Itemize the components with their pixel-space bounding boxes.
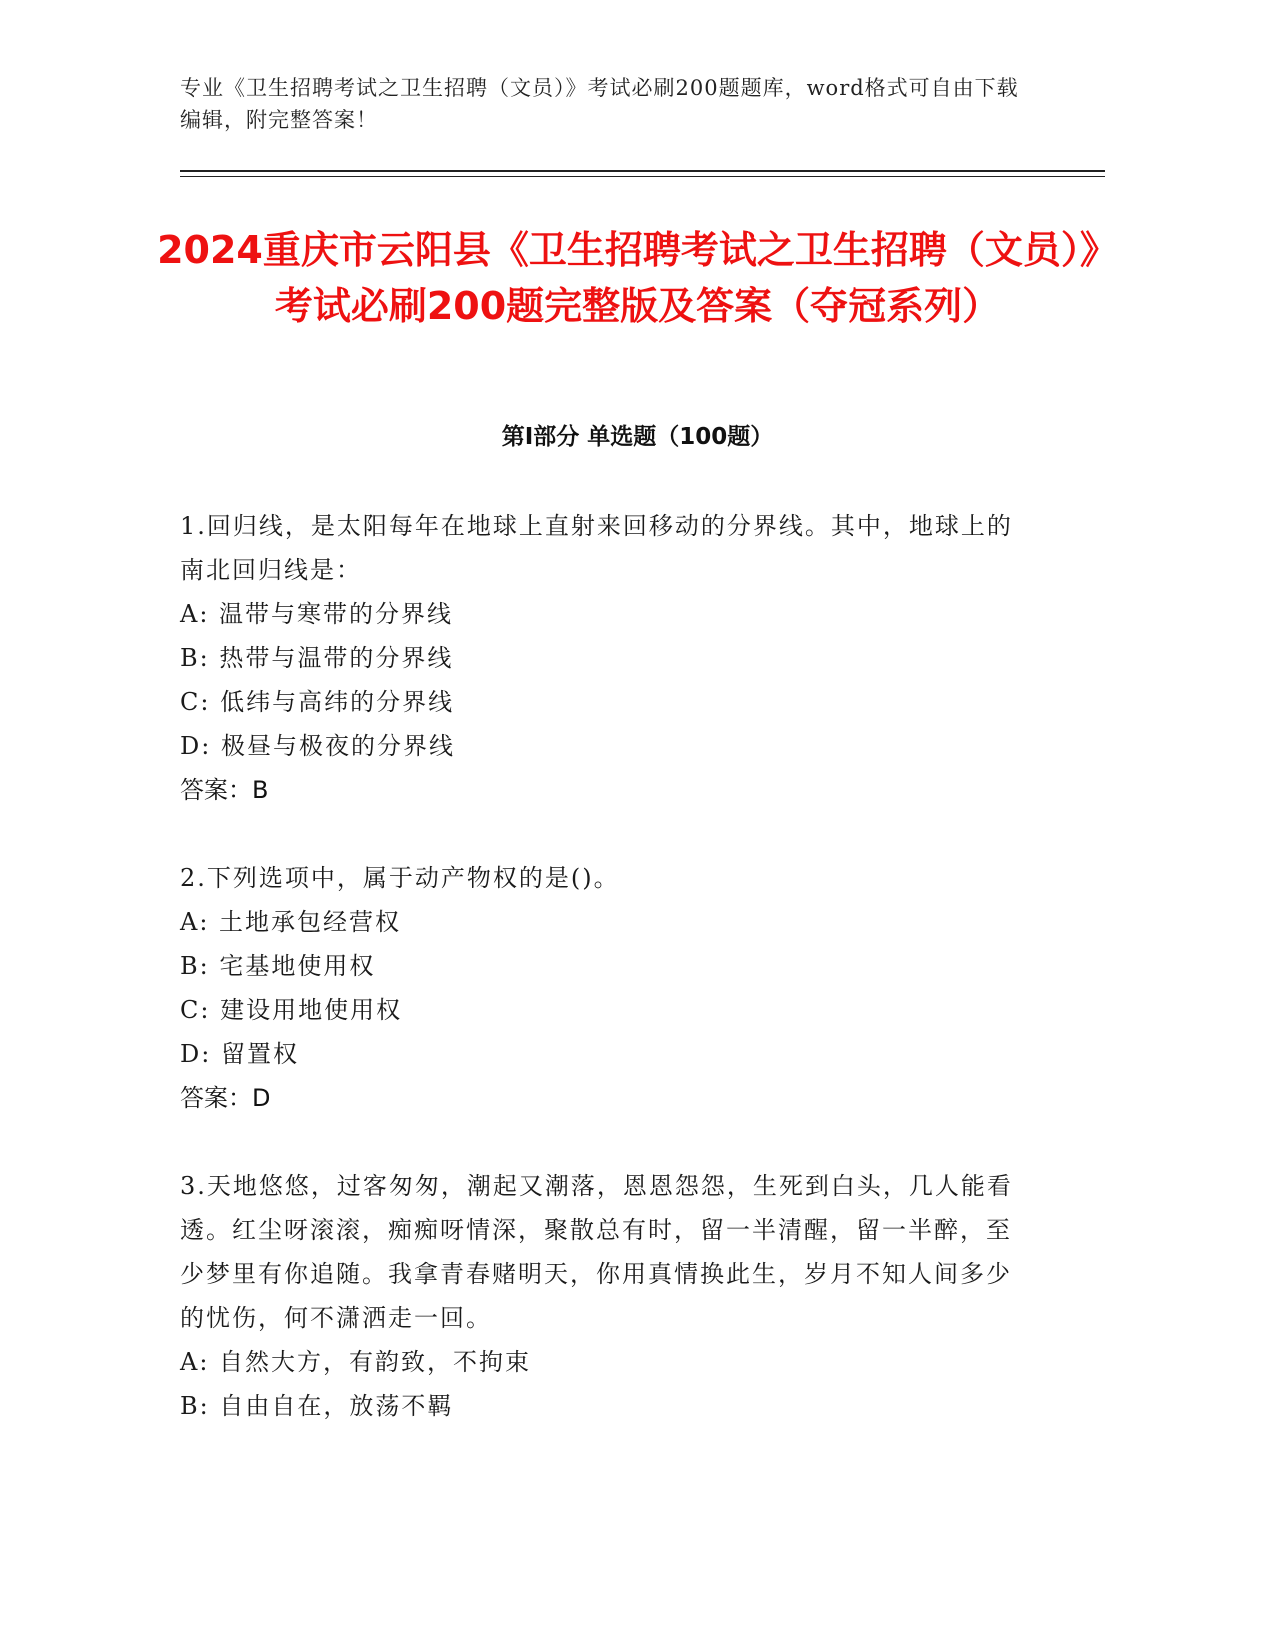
option-d: D: 留置权 bbox=[180, 1040, 299, 1068]
header-divider bbox=[180, 170, 1105, 172]
question-stem: 2.下列选项中，属于动产物权的是()。 bbox=[180, 864, 620, 892]
option-b: B: 宅基地使用权 bbox=[180, 952, 376, 980]
document-title: 2024重庆市云阳县《卫生招聘考试之卫生招聘（文员）》考试必刷200题完整版及答案（夺冠系列） bbox=[157, 228, 1118, 328]
option-a: A: 土地承包经营权 bbox=[180, 908, 402, 936]
question-2 bbox=[180, 856, 1030, 1120]
option-a: A: 自然大方，有韵致，不拘束 bbox=[180, 1348, 532, 1376]
section-title: 第I部分 单选题（100题） bbox=[501, 424, 774, 450]
answer: 答案：D bbox=[180, 1084, 271, 1112]
option-b: B: 自由自在，放荡不羁 bbox=[180, 1392, 454, 1420]
option-c: C: 低纬与高纬的分界线 bbox=[180, 688, 455, 716]
option-d: D: 极昼与极夜的分界线 bbox=[180, 732, 455, 760]
option-b: B: 热带与温带的分界线 bbox=[180, 644, 454, 672]
question-3 bbox=[180, 1164, 1030, 1428]
question-list bbox=[180, 504, 1030, 1472]
option-c: C: 建设用地使用权 bbox=[180, 996, 403, 1024]
question-stem: 1.回归线，是太阳每年在地球上直射来回移动的分界线。其中，地球上的南北回归线是： bbox=[180, 512, 1013, 584]
question-1 bbox=[180, 504, 1030, 812]
header-divider-thin bbox=[180, 176, 1105, 177]
answer: 答案：B bbox=[180, 776, 269, 804]
header-note: 专业《卫生招聘考试之卫生招聘（文员）》考试必刷200题题库，word格式可自由下载编辑，附完整答案！ bbox=[180, 76, 1019, 132]
option-a: A: 温带与寒带的分界线 bbox=[180, 600, 454, 628]
question-stem: 3.天地悠悠，过客匆匆，潮起又潮落，恩恩怨怨，生死到白头，几人能看透。红尘呀滚滚，痴痴呀情深，聚散总有时，留一半清醒，留一半醉，至少梦里有你追随。我拿青春赌明天，你用真情换此生，岁月不知人间多少的忧伤，何不潇洒走一回。 bbox=[180, 1172, 1013, 1332]
